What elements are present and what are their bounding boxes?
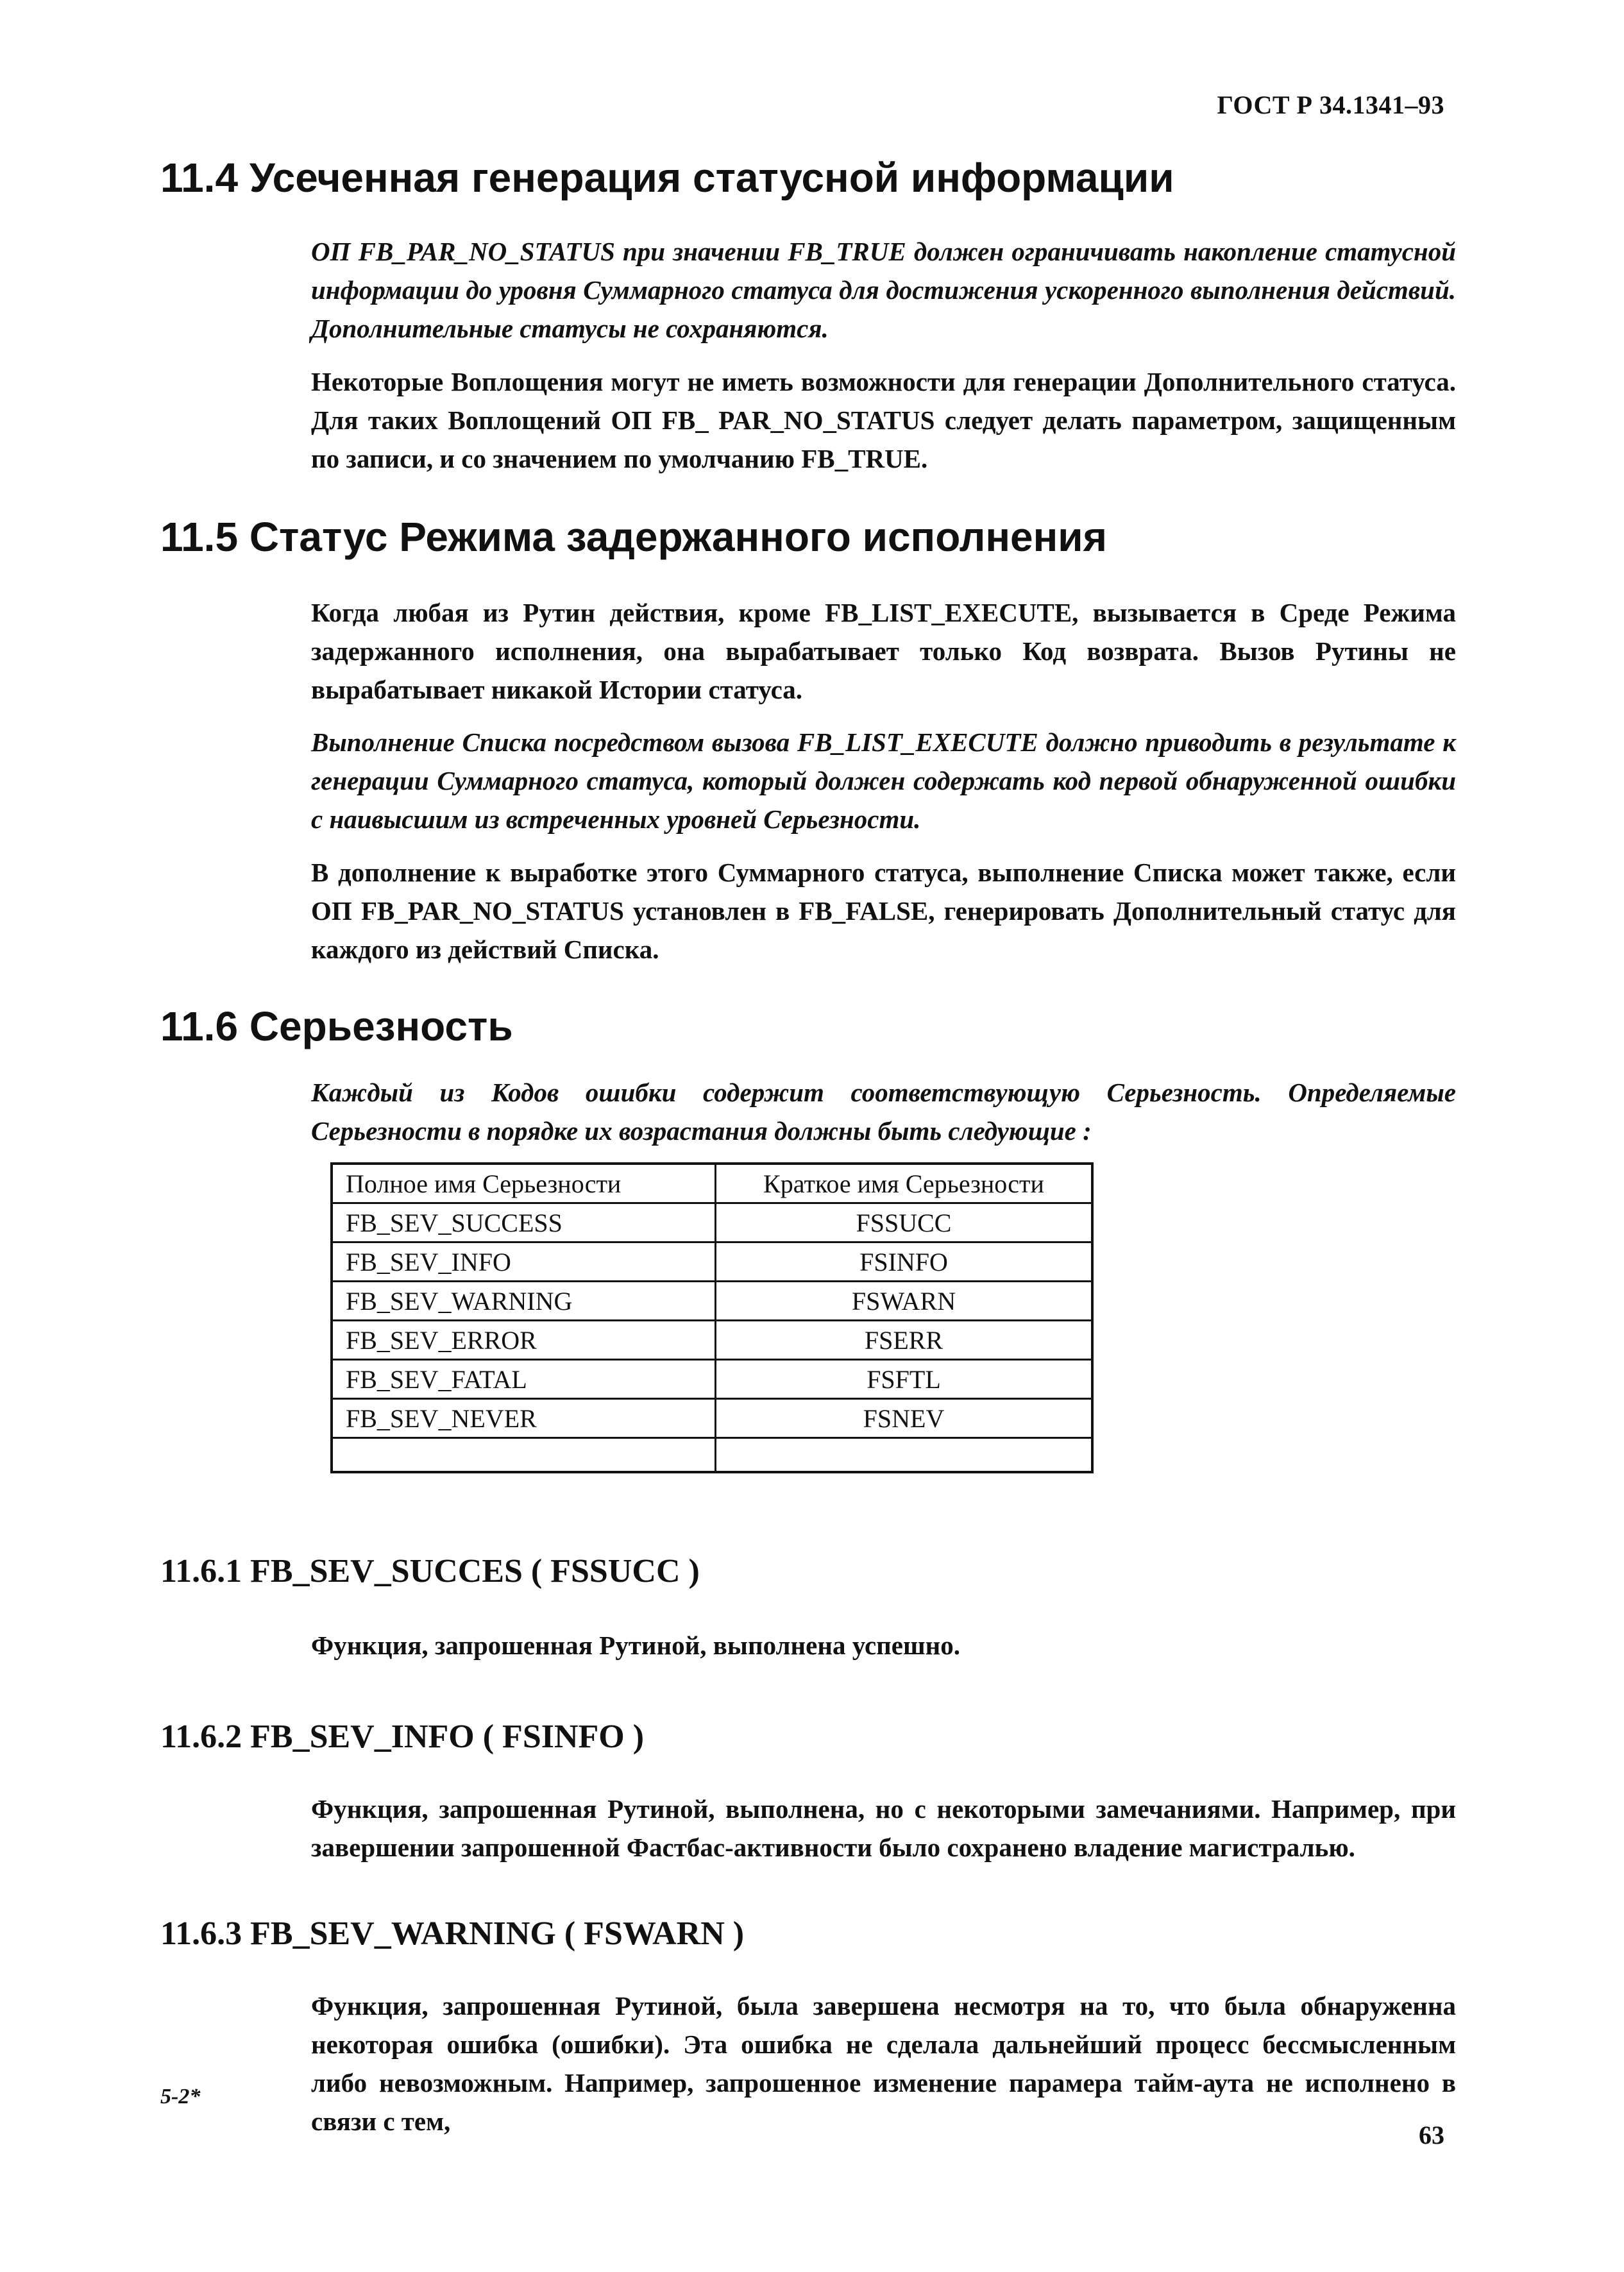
table-cell-short-name: FSSUCC [716, 1203, 1093, 1242]
table-cell-full-name: FB_SEV_FATAL [332, 1360, 716, 1399]
section-11-4-paragraph-1: ОП FB_PAR_NO_STATUS при значении FB_TRUE должен ограничивать накопление статусной информации до уровня Суммарного статуса для достижения ускоренного выполнения действий. Дополнительные статусы не сохраняются. [311, 237, 1456, 343]
table-row [332, 1203, 1092, 1242]
section-11-6-paragraph-1: Каждый из Кодов ошибки содержит соответствующую Серьезность. Определяемые Серьезности в порядке их возрастания должны быть следующие : [311, 1078, 1456, 1146]
subsection-title-11-6-3: 11.6.3 FB_SEV_WARNING ( FSWARN ) [160, 1915, 745, 1952]
section-title-11-4: 11.4 Усеченная генерация статусной информации [160, 155, 1174, 201]
table-cell-short-name: FSFTL [716, 1360, 1093, 1399]
table-row [332, 1282, 1092, 1321]
table-cell-short-name: FSINFO [716, 1242, 1093, 1282]
signature-mark: 5-2* [160, 2085, 201, 2108]
subsection-title-11-6-1: 11.6.1 FB_SEV_SUCCES ( FSSUCC ) [160, 1553, 700, 1590]
table-cell-full-name: FB_SEV_SUCCESS [332, 1203, 716, 1242]
table-cell-full-name: FB_SEV_NEVER [332, 1399, 716, 1438]
table-cell-short-name: FSNEV [716, 1399, 1093, 1438]
table-row [332, 1242, 1092, 1282]
table-row [332, 1321, 1092, 1360]
table-cell-short-name: FSWARN [716, 1282, 1093, 1321]
document-code-header: ГОСТ Р 34.1341–93 [1217, 90, 1444, 119]
table-cell-full-name: FB_SEV_INFO [332, 1242, 716, 1282]
subsection-title-11-6-2: 11.6.2 FB_SEV_INFO ( FSINFO ) [160, 1718, 645, 1755]
table-header-full-name: Полное имя Серьезности [332, 1164, 716, 1203]
table-spacer-row [332, 1438, 1092, 1473]
page-number: 63 [1419, 2121, 1444, 2149]
section-title-11-6: 11.6 Серьезность [160, 1003, 513, 1049]
section-11-5-paragraph-2: Выполнение Списка посредством вызова FB_LIST_EXECUTE должно приводить в результате к генерации Суммарного статуса, который должен содержать код первой обнаруженной ошибки с наивысшим из встреченных уровней Серьезности. [311, 727, 1456, 834]
section-title-11-5: 11.5 Статус Режима задержанного исполнения [160, 514, 1107, 560]
table-cell-full-name: FB_SEV_WARNING [332, 1282, 716, 1321]
subsection-11-6-1-paragraph: Функция, запрошенная Рутиной, выполнена успешно. [311, 1631, 960, 1660]
table-spacer-cell [716, 1438, 1093, 1473]
table-row [332, 1360, 1092, 1399]
section-11-5-paragraph-1: Когда любая из Рутин действия, кроме FB_LIST_EXECUTE, вызывается в Среде Режима задержанного исполнения, она вырабатывает только Код возврата. Вызов Рутины не вырабатывает никакой Истории статуса. [311, 598, 1456, 704]
table-cell-short-name: FSERR [716, 1321, 1093, 1360]
table-header-row [332, 1164, 1092, 1203]
severity-table [330, 1162, 1094, 1473]
subsection-11-6-3-paragraph: Функция, запрошенная Рутиной, была завершена несмотря на то, что была обнаруженна некоторая ошибка (ошибки). Эта ошибка не сделала дальнейший процесс бессмысленным либо невозможным. Например, запрошенное изменение паpамера тайм-аута не исполнено в связи с тем, [311, 1991, 1456, 2136]
section-11-5-paragraph-3: В дополнение к выработке этого Суммарного статуса, выполнение Списка может также, если ОП FB_PAR_NO_STATUS установлен в FB_FALSE, генерировать Дополнительный статус для каждого из действий Списка. [311, 858, 1456, 964]
table-header-short-name: Краткое имя Серьезности [716, 1164, 1093, 1203]
subsection-11-6-2-paragraph: Функция, запрошенная Рутиной, выполнена, но с некоторыми замечаниями. Например, при завершении запрошенной Фастбас-активности было сохранено владение магистралью. [311, 1794, 1456, 1862]
table-row [332, 1399, 1092, 1438]
section-11-4-paragraph-2: Некоторые Воплощения могут не иметь возможности для генерации Дополнительного статуса. Для таких Воплощений ОП FB_ PAR_NO_STATUS следует делать параметром, защищенным по записи, и со значением по умолчанию FB_TRUE. [311, 367, 1456, 473]
table-spacer-cell [332, 1438, 716, 1473]
table-cell-full-name: FB_SEV_ERROR [332, 1321, 716, 1360]
